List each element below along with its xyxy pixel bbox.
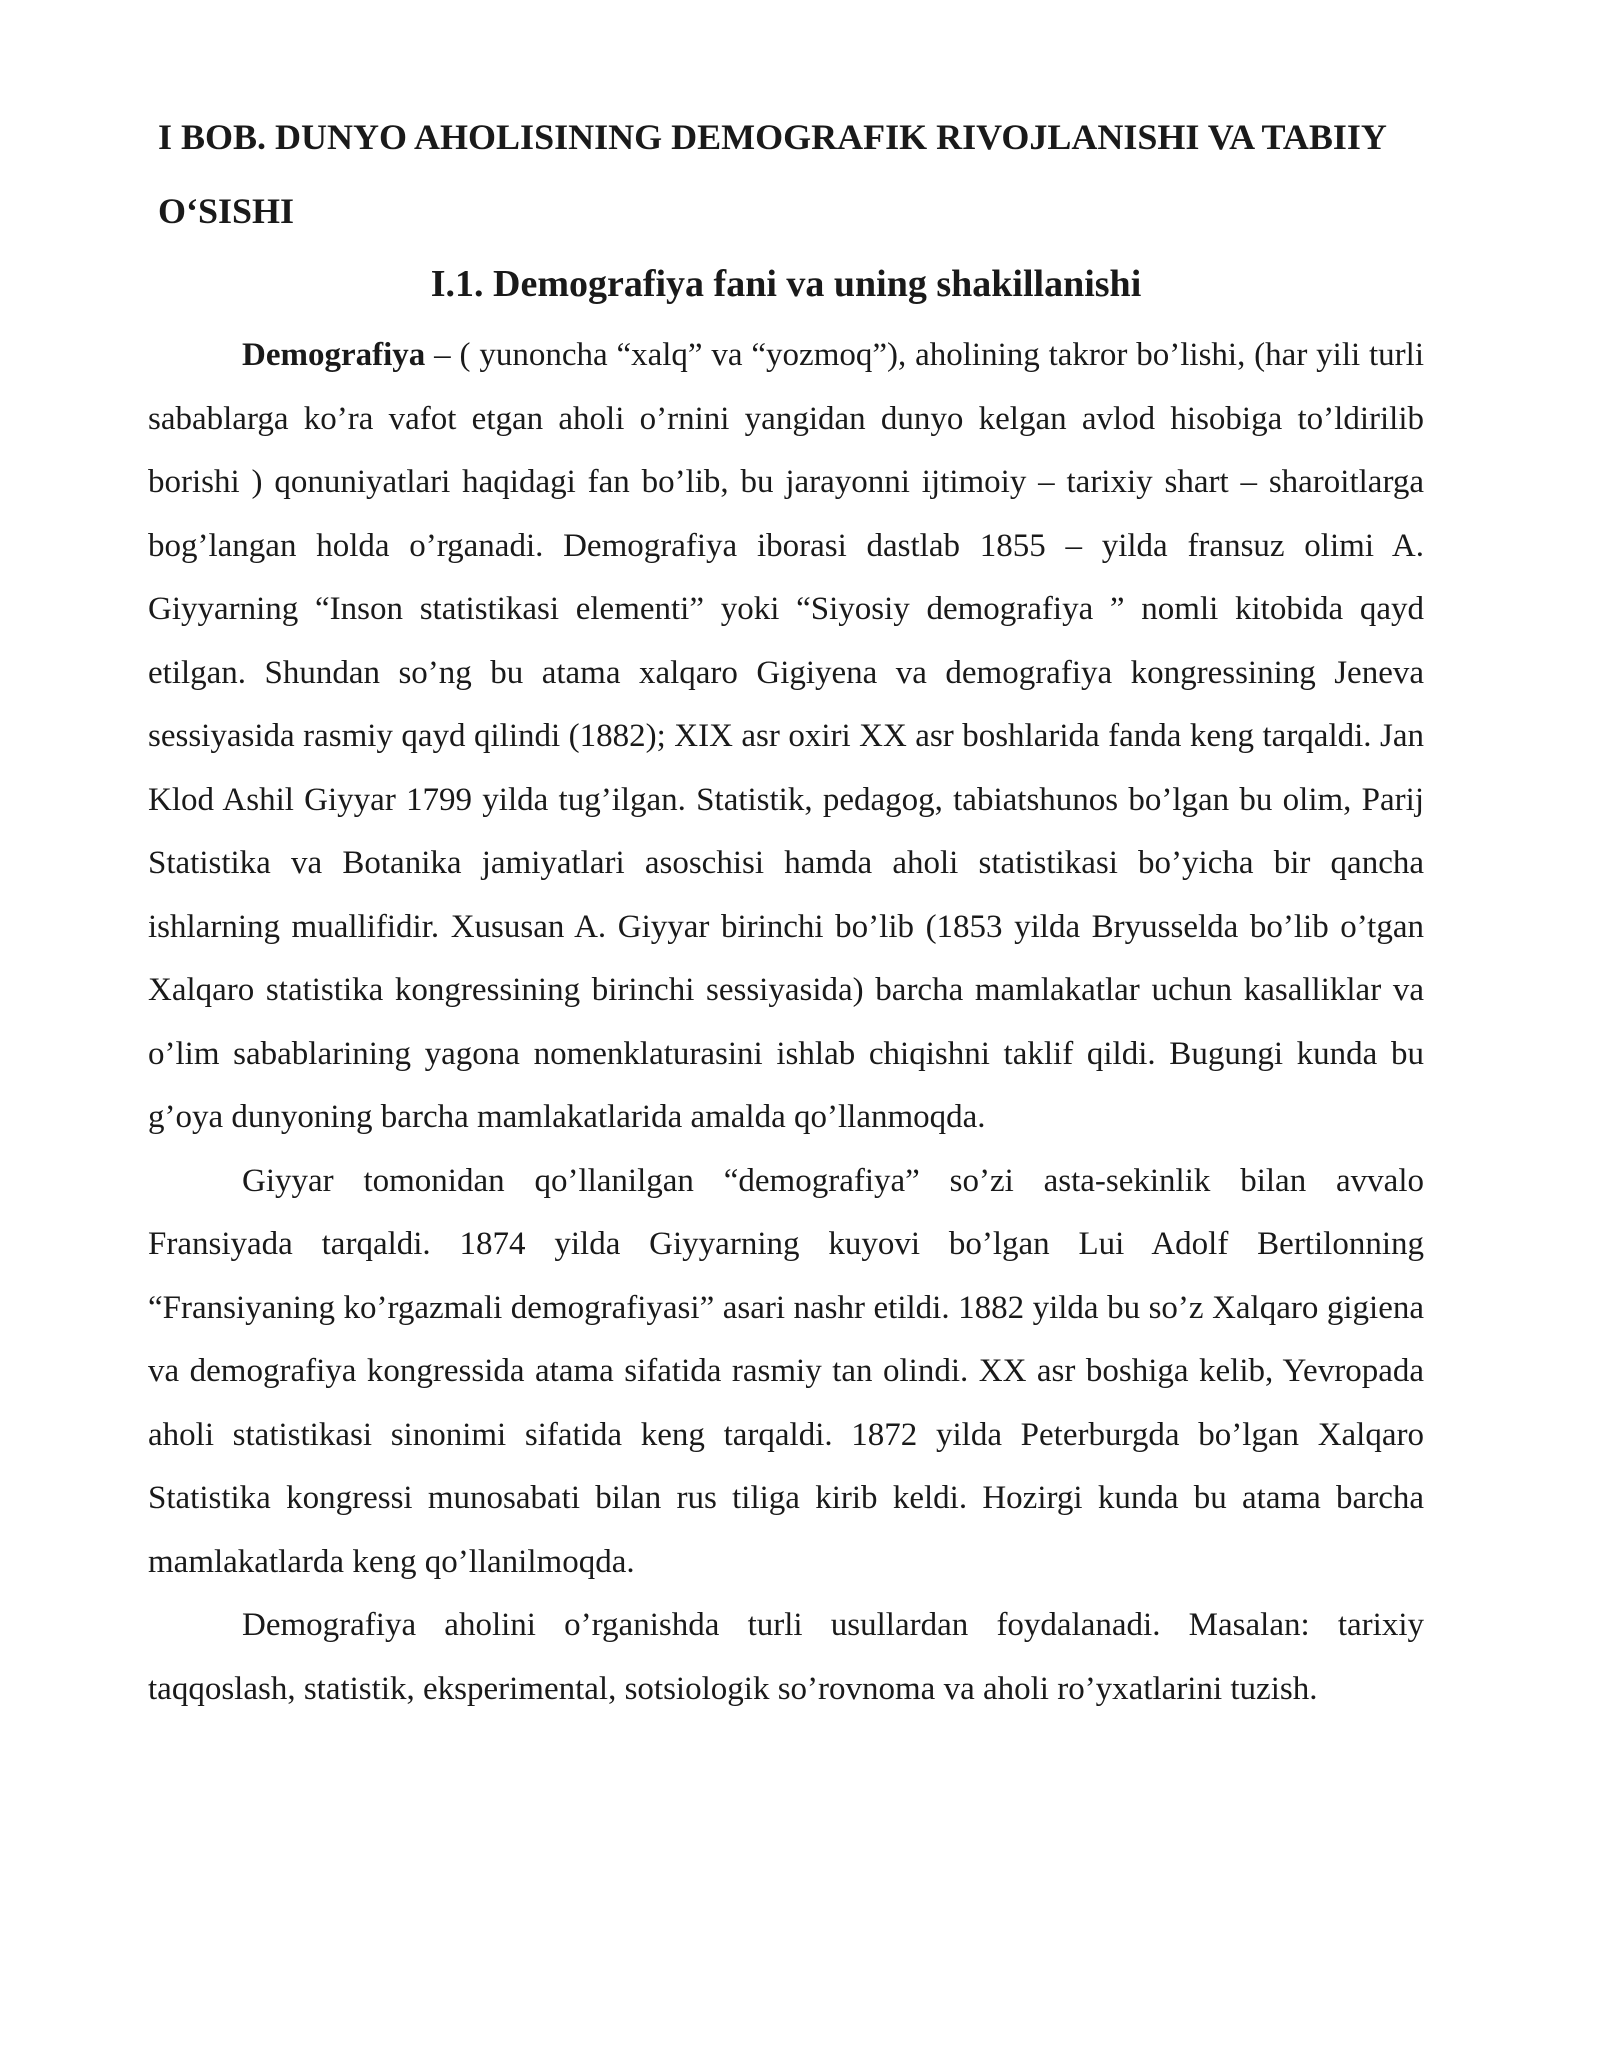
paragraph-1-text: – ( yunoncha “xalq” va “yozmoq”), aholining takror bo’lishi, (har yili turli sabablarga ko’ra vafot etgan aholi o’rnini yangidan dunyo kelgan avlod hisobiga to’ldirilib borishi ) qonuniyatlari haqidagi fan bo’lib, bu jarayonni ijtimoiy – tarixiy shart – sharoitlarga bog’langan holda o’rganadi. Demografiya iborasi dastlab 1855 – yilda fransuz olimi A. Giyyarning “Inson statistikasi elementi” yoki “Siyosiy demografiya ” nomli kitobida qayd etilgan. Shundan so’ng bu atama xalqaro Gigiyena va demografiya kongressining Jeneva sessiyasida rasmiy qayd qilindi (1882); XIX asr oxiri XX asr boshlarida fanda keng tarqaldi. Jan Klod Ashil Giyyar 1799 yilda tug’ilgan. Statistik, pedagog, tabiatshunos bo’lgan bu olim, Parij Statistika va Botanika jamiyatlari asoschisi hamda aholi statistikasi bo’yicha bir qancha ishlarning muallifidir. Xususan A. Giyyar birinchi bo’lib (1853 yilda Bryusselda bo’lib o’tgan Xalqaro statistika kongressining birinchi sessiyasida) barcha mamlakatlar uchun kasalliklar va o’lim sabablarining yagona nomenklaturasini ishlab chiqishni taklif qildi. Bugungi kunda bu g’oya dunyoning barcha mamlakatlarida amalda qo’llanmoqda.	[148, 337, 1424, 1135]
term-demografiya: Demografiya	[242, 337, 426, 373]
document-page	[148, 100, 1424, 1721]
paragraph-3: Demografiya aholini o’rganishda turli usullardan foydalanadi. Masalan: tarixiy taqqoslash, statistik, eksperimental, sotsiologik so’rovnoma va aholi ro’yxatlarini tuzish.	[148, 1607, 1424, 1707]
paragraph-1	[148, 324, 1424, 1150]
chapter-title: I BOB. DUNYO AHOLISINING DEMOGRAFIK RIVOJLANISHI VA TABIIY O‘SISHI	[158, 117, 1386, 231]
paragraph-2: Giyyar tomonidan qo’llanilgan “demografiya” so’zi asta-sekinlik bilan avvalo Fransiyada tarqaldi. 1874 yilda Giyyarning kuyovi bo’lgan Lui Adolf Bertilonning “Fransiyaning ko’rgazmali demografiyasi” asari nashr etildi. 1882 yilda bu so’z Xalqaro gigiena va demografiya kongressida atama sifatida rasmiy tan olindi. XX asr boshiga kelib, Yevropada aholi statistikasi sinonimi sifatida keng tarqaldi. 1872 yilda Peterburgda bo’lgan Xalqaro Statistika kongressi munosabati bilan rus tiliga kirib keldi. Hozirgi kunda bu atama barcha mamlakatlarda keng qo’llanilmoqda.	[148, 1162, 1424, 1580]
section-title: I.1. Demografiya fani va uning shakillanishi	[430, 263, 1142, 305]
